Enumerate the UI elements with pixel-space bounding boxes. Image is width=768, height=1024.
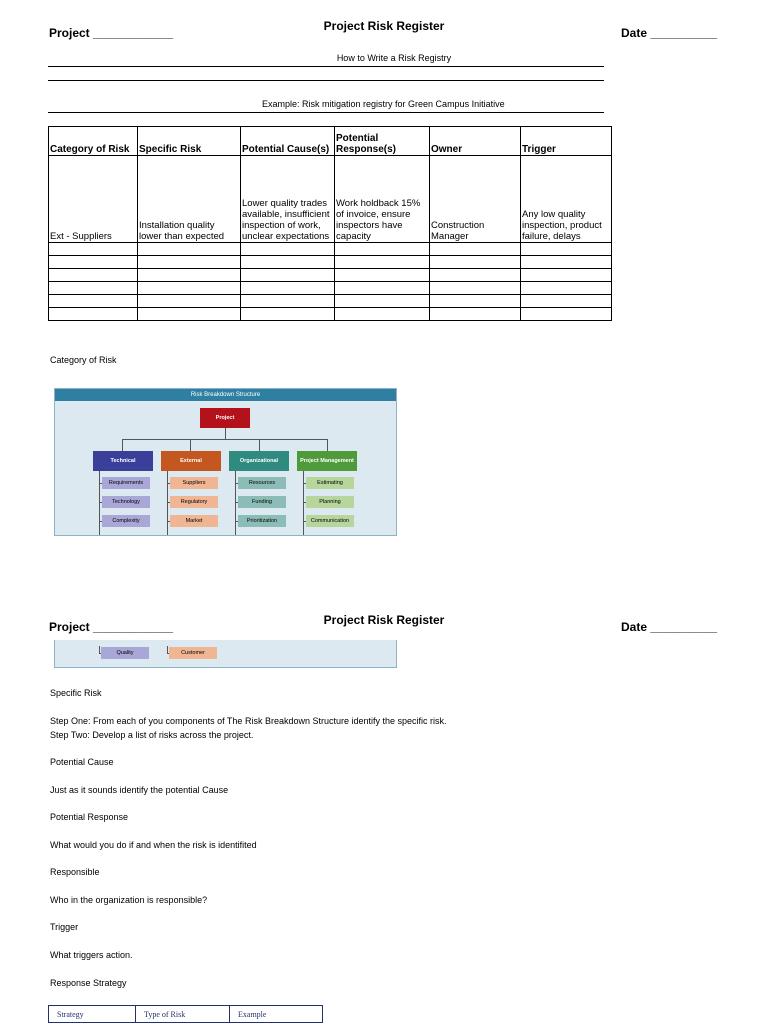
- root-node: Project: [200, 408, 250, 428]
- table-row: [49, 295, 612, 308]
- sub-node: Communication: [306, 515, 354, 527]
- col-owner: Owner: [430, 127, 521, 156]
- node-customer: Customer: [169, 647, 217, 659]
- table-row: [49, 282, 612, 295]
- cell: Installation quality lower than expected: [138, 156, 241, 243]
- divider: [48, 66, 604, 67]
- note-line: Step Two: Develop a list of risks across the project.: [50, 730, 254, 740]
- branch-node: Organizational: [229, 451, 289, 471]
- note-line: Step One: From each of you components of The Risk Breakdown Structure identify the specific risk.: [50, 716, 447, 726]
- risk-breakdown-diagram: [54, 388, 397, 536]
- sub-node: Suppliers: [170, 477, 218, 489]
- cell: Construction Manager: [430, 156, 521, 243]
- sub-node: Resources: [238, 477, 286, 489]
- risk-register-table: [48, 126, 612, 321]
- col-trigger: Trigger: [521, 127, 612, 156]
- cell: Work holdback 15% of invoice, ensure inspectors have capacity: [335, 156, 430, 243]
- note-line: Response Strategy: [50, 978, 127, 988]
- col-category: Category of Risk: [49, 127, 138, 156]
- note-line: Who in the organization is responsible?: [50, 895, 208, 905]
- cell: Any low quality inspection, product failure, delays: [521, 156, 612, 243]
- sub-node: Regulatory: [170, 496, 218, 508]
- project-label: Project ____________: [49, 620, 174, 634]
- note-line: Just as it sounds identify the potential Cause: [50, 785, 229, 795]
- table-row: [49, 269, 612, 282]
- strategy-table: [48, 1005, 323, 1023]
- date-label: Date __________: [621, 620, 718, 634]
- diagram-title: Risk Breakdown Structure: [55, 389, 396, 401]
- divider: [48, 80, 604, 81]
- note-line: What triggers action.: [50, 950, 133, 960]
- table-header-row: [49, 1006, 323, 1023]
- note-line: What would you do if and when the risk is identifited: [50, 840, 257, 850]
- table-row: [49, 156, 612, 243]
- sub-node: Planning: [306, 496, 354, 508]
- sub-node: Funding: [238, 496, 286, 508]
- project-label: Project ____________: [49, 26, 174, 40]
- note-line: Specific Risk: [50, 688, 102, 698]
- example-line: Example: Risk mitigation registry for Green Campus Initiative: [262, 99, 505, 109]
- note-line: Potential Cause: [50, 757, 114, 767]
- category-label: Category of Risk: [50, 355, 117, 365]
- divider: [48, 112, 604, 113]
- note-line: Trigger: [50, 922, 79, 932]
- col-example: Example: [230, 1006, 323, 1023]
- table-row: [49, 243, 612, 256]
- sub-node: Estimating: [306, 477, 354, 489]
- cell: Lower quality trades available, insufficient inspection of work, unclear expectations: [241, 156, 335, 243]
- page-title: Project Risk Register: [323, 613, 445, 627]
- col-type-of-risk: Type of Risk: [136, 1006, 230, 1023]
- table-row: [49, 256, 612, 269]
- table-header-row: [49, 127, 612, 156]
- col-potential-cause: Potential Cause(s): [241, 127, 335, 156]
- col-potential-response: Potential Response(s): [335, 127, 430, 156]
- node-quality: Quality: [101, 647, 149, 659]
- subtitle: How to Write a Risk Registry: [336, 53, 452, 63]
- cell: Ext - Suppliers: [49, 156, 138, 243]
- sub-node: Prioritization: [238, 515, 286, 527]
- page-title: Project Risk Register: [323, 19, 445, 33]
- note-line: Responsible: [50, 867, 100, 877]
- col-strategy: Strategy: [49, 1006, 136, 1023]
- col-specific-risk: Specific Risk: [138, 127, 241, 156]
- table-row: [49, 308, 612, 321]
- date-label: Date __________: [621, 26, 718, 40]
- sub-node: Market: [170, 515, 218, 527]
- branch-node: Project Management: [297, 451, 357, 471]
- branch-node: Technical: [93, 451, 153, 471]
- note-line: Potential Response: [50, 812, 129, 822]
- sub-node: Requirements: [102, 477, 150, 489]
- sub-node: Technology: [102, 496, 150, 508]
- branch-node: External: [161, 451, 221, 471]
- diagram-continued: [54, 640, 397, 668]
- sub-node: Complexity: [102, 515, 150, 527]
